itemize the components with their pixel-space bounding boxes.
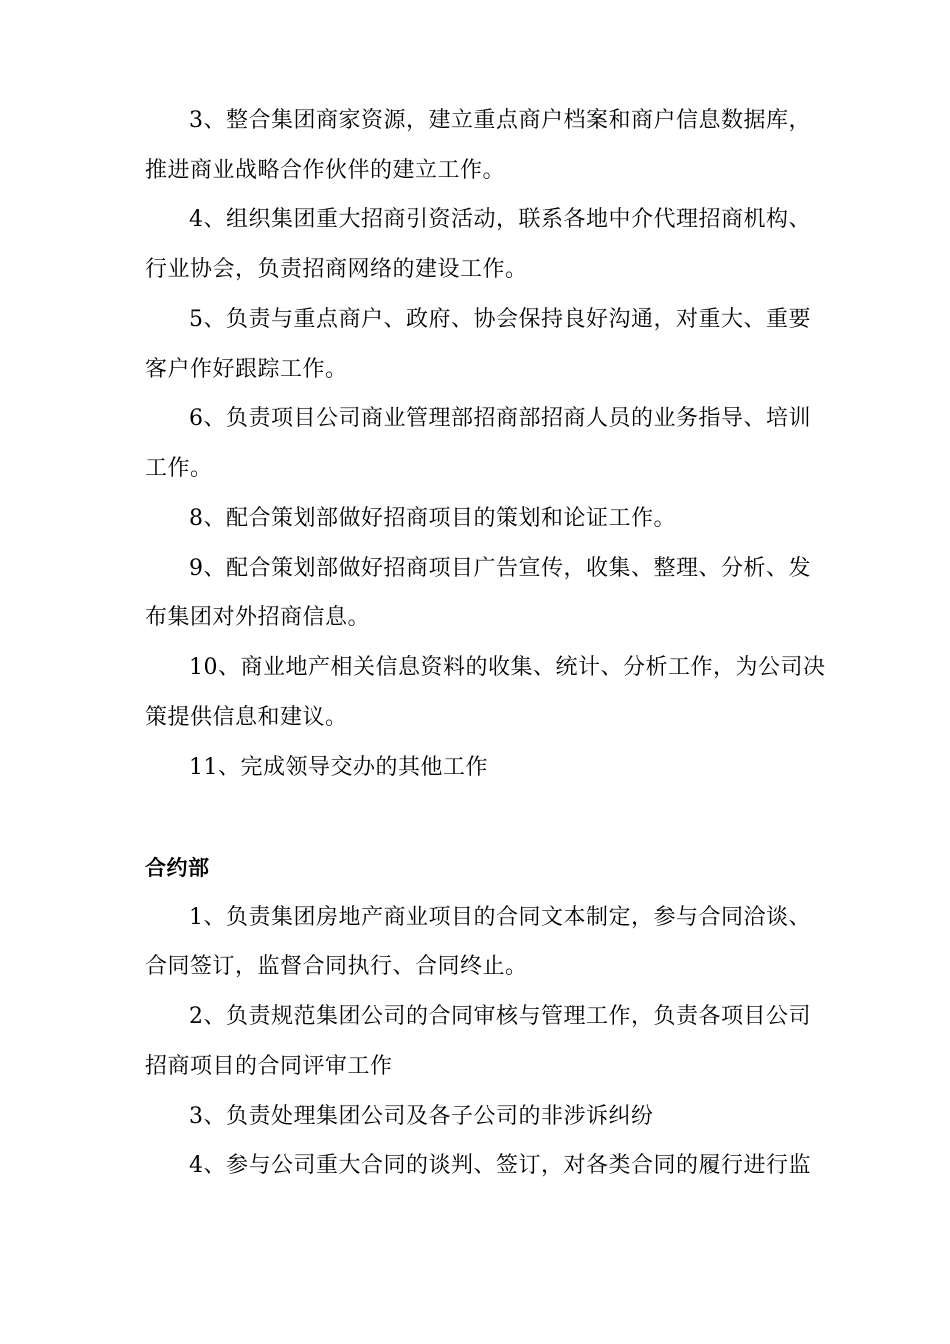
paragraph-line: 9、配合策划部做好招商项目广告宣传，收集、整理、分析、发 — [189, 556, 811, 581]
paragraph-line: 4、参与公司重大合同的谈判、签订，对各类合同的履行进行监 — [189, 1153, 811, 1178]
paragraph-line: 推进商业战略合作伙伴的建立工作。 — [145, 158, 506, 183]
paragraph-line: 布集团对外招商信息。 — [145, 605, 371, 630]
paragraph-line: 行业协会，负责招商网络的建设工作。 — [145, 257, 528, 282]
paragraph-line: 策提供信息和建议。 — [145, 705, 348, 730]
paragraph-line: 11、完成领导交办的其他工作 — [189, 755, 488, 780]
paragraph-line: 6、负责项目公司商业管理部招商部招商人员的业务指导、培训 — [189, 406, 811, 431]
paragraph-line: 4、组织集团重大招商引资活动，联系各地中介代理招商机构、 — [189, 207, 811, 232]
paragraph-line: 8、配合策划部做好招商项目的策划和论证工作。 — [189, 506, 676, 531]
paragraph-line: 2、负责规范集团公司的合同审核与管理工作，负责各项目公司 — [189, 1004, 811, 1029]
paragraph-line: 5、负责与重点商户、政府、协会保持良好沟通，对重大、重要 — [189, 307, 811, 332]
paragraph-line: 招商项目的合同评审工作 — [145, 1054, 393, 1079]
paragraph-line: 客户作好跟踪工作。 — [145, 357, 348, 382]
paragraph-line: 1、负责集团房地产商业项目的合同文本制定，参与合同洽谈、 — [189, 905, 811, 930]
paragraph-line: 合同签订，监督合同执行、合同终止。 — [145, 954, 528, 979]
paragraph-line: 3、负责处理集团公司及各子公司的非涉诉纠纷 — [189, 1104, 654, 1129]
paragraph-line: 工作。 — [145, 456, 213, 481]
paragraph-line: 3、整合集团商家资源，建立重点商户档案和商户信息数据库， — [189, 108, 811, 133]
section-heading: 合约部 — [145, 856, 210, 880]
paragraph-line: 10、商业地产相关信息资料的收集、统计、分析工作，为公司决 — [189, 655, 826, 680]
